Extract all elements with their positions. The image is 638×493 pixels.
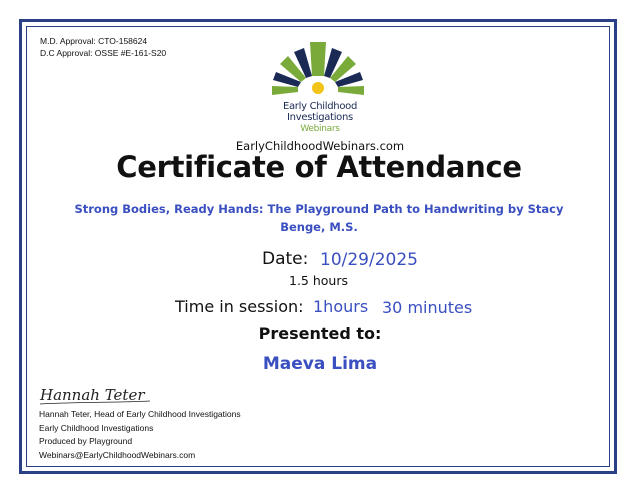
logo-text-line1: Early Childhood: [282, 101, 358, 112]
footer-producer: Produced by Playground: [39, 436, 133, 446]
footer-signer: Hannah Teter, Head of Early Childhood Investigations: [39, 409, 241, 419]
course-title: Strong Bodies, Ready Hands: The Playground Path to Handwriting by Stacy Benge, M.S.: [74, 202, 564, 234]
time-in-session-minutes: 30 minutes: [382, 298, 473, 317]
logo-text-line2: Investigations: [287, 112, 353, 123]
website-url: EarlyChildhoodWebinars.com: [235, 139, 405, 153]
md-approval: M.D. Approval: CTO-158624: [40, 36, 148, 46]
footer-email: Webinars@EarlyChildhoodWebinars.com: [39, 449, 196, 460]
sunburst-logo-icon: [268, 40, 368, 102]
signature-text: Hannah Teter: [40, 386, 145, 404]
logo-text-line3: Webinars: [300, 124, 340, 134]
approvals-block: [40, 35, 166, 59]
date-label: Date:: [262, 249, 309, 269]
handwritten-signature: [38, 382, 158, 408]
time-in-session-hours: 1hours: [313, 297, 369, 316]
certificate-title: Certificate of Attendance: [116, 150, 522, 184]
presented-to-label: Presented to:: [258, 324, 382, 343]
recipient-name: Maeva Lima: [262, 354, 378, 374]
dc-approval: D.C Approval: OSSE #E-161-S20: [40, 48, 167, 58]
duration-hours: 1.5 hours: [289, 273, 348, 288]
footer-block: [39, 408, 241, 462]
time-in-session-label: Time in session:: [175, 297, 304, 316]
footer-org: Early Childhood Investigations: [39, 422, 154, 433]
date-value: 10/29/2025: [320, 250, 418, 270]
